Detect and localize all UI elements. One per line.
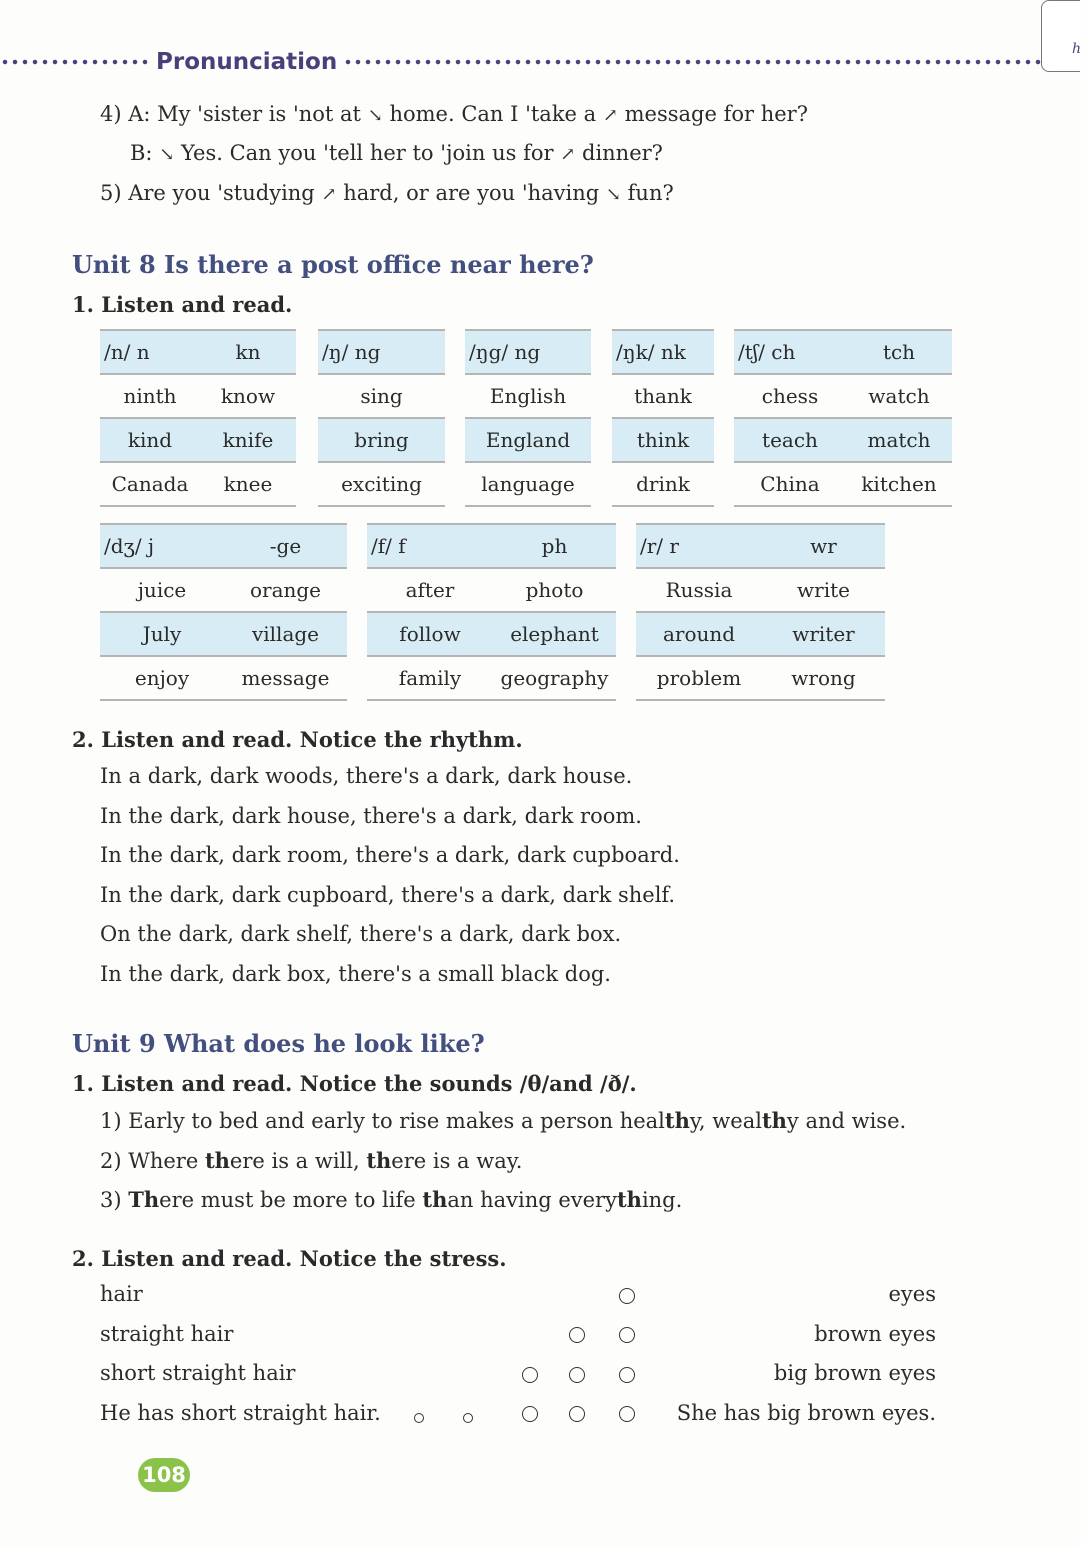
text: dinner?: [582, 141, 663, 165]
item-number: 3): [100, 1188, 122, 1212]
text: ere is a way.: [391, 1149, 523, 1173]
example-word: photo: [493, 568, 616, 612]
table-row: [636, 656, 885, 700]
stress-right: brown eyes: [814, 1322, 936, 1346]
example-word: wrong: [762, 656, 885, 700]
table-row: [367, 612, 616, 656]
stress-mark-weak: [414, 1413, 424, 1423]
example-word: language: [465, 462, 591, 506]
example-word: know: [200, 374, 296, 418]
text: Where: [128, 1149, 205, 1173]
example-word: exciting: [318, 462, 445, 506]
sound-header: /ŋg/ ng: [465, 330, 591, 374]
text: home. Can I 'take a: [389, 102, 597, 126]
highlighted-sound: th: [664, 1108, 690, 1133]
example-word: write: [762, 568, 885, 612]
example-word: follow: [367, 612, 493, 656]
table-header-row: [367, 524, 616, 568]
phonics-block: [367, 523, 616, 701]
table-row: [636, 612, 885, 656]
sound-header: /tʃ/ ch: [734, 330, 846, 374]
stress-right: eyes: [888, 1282, 936, 1306]
phonics-block: [612, 329, 714, 507]
table-row: [367, 568, 616, 612]
stress-mark-strong: [619, 1367, 635, 1383]
stress-mark-weak: [463, 1413, 473, 1423]
example-word: China: [734, 462, 846, 506]
highlighted-sound: th: [366, 1148, 392, 1173]
rising-tone-arrow: ↗: [321, 184, 337, 205]
table-row: [318, 418, 445, 462]
stress-mark-strong: [569, 1406, 585, 1422]
sentence-3: [100, 1189, 682, 1211]
dotted-rule: [343, 59, 1060, 65]
example-word: juice: [100, 568, 224, 612]
sound-header: -ge: [224, 524, 347, 568]
sound-header: /dʒ/ j: [100, 524, 224, 568]
stress-mark-strong: [619, 1288, 635, 1304]
stress-mark-strong: [569, 1367, 585, 1383]
stress-mark-strong: [619, 1327, 635, 1343]
table-row: [465, 462, 591, 506]
example-word: think: [612, 418, 714, 462]
example-word: family: [367, 656, 493, 700]
table-row: [734, 374, 952, 418]
example-word: English: [465, 374, 591, 418]
example-word: elephant: [493, 612, 616, 656]
falling-tone-arrow: ↘: [367, 105, 383, 126]
stress-right: big brown eyes: [773, 1361, 936, 1385]
phonics-block: [734, 329, 952, 507]
example-word: knife: [200, 418, 296, 462]
section-header: [0, 44, 1060, 80]
text: B:: [130, 141, 153, 165]
highlighted-sound: th: [761, 1108, 787, 1133]
text: an having every: [447, 1188, 617, 1212]
rising-tone-arrow: ↗: [602, 105, 618, 126]
table-row: [612, 418, 714, 462]
example-word: thank: [612, 374, 714, 418]
example-word: chess: [734, 374, 846, 418]
sound-header: wr: [762, 524, 885, 568]
unit-9-title: Unit 9 What does he look like?: [72, 1029, 485, 1058]
table-row: [100, 612, 347, 656]
stress-mark-strong: [569, 1327, 585, 1343]
example-word: after: [367, 568, 493, 612]
example-word: sing: [318, 374, 445, 418]
stress-left: He has short straight hair.: [100, 1401, 381, 1425]
stress-left: hair: [100, 1282, 143, 1306]
example-word: match: [846, 418, 952, 462]
example-word: kitchen: [846, 462, 952, 506]
example-word: writer: [762, 612, 885, 656]
text: 4) A: My 'sister is 'not at: [100, 102, 361, 126]
sound-header: /f/ f: [367, 524, 493, 568]
table-row: [465, 418, 591, 462]
table-header-row: [734, 330, 952, 374]
highlighted-sound: th: [422, 1187, 448, 1212]
stress-mark-strong: [619, 1406, 635, 1422]
unit-8-title: Unit 8 Is there a post office near here?: [72, 250, 594, 279]
example-word: drink: [612, 462, 714, 506]
dotted-rule: [0, 59, 150, 65]
rhythm-line: On the dark, dark shelf, there's a dark, dark box.: [100, 922, 622, 946]
example-word: bring: [318, 418, 445, 462]
stress-left: short straight hair: [100, 1361, 296, 1385]
text: ing.: [641, 1188, 683, 1212]
example-word: July: [100, 612, 224, 656]
phonics-block: [318, 329, 445, 507]
sound-header: /n/ n: [100, 330, 200, 374]
example-word: geography: [493, 656, 616, 700]
sound-header: /ŋ/ ng: [318, 330, 445, 374]
text: message for her?: [624, 102, 808, 126]
sound-header: tch: [846, 330, 952, 374]
example-word: orange: [224, 568, 347, 612]
sentence-1: [100, 1110, 906, 1132]
exercise-title: 1. Listen and read. Notice the sounds /θ/and /ð/.: [72, 1071, 637, 1096]
stress-mark-strong: [522, 1367, 538, 1383]
rhythm-line: In the dark, dark box, there's a small black dog.: [100, 962, 611, 986]
table-row: [636, 568, 885, 612]
dialogue-line: [100, 183, 674, 204]
sound-header: kn: [200, 330, 296, 374]
table-row: [612, 462, 714, 506]
rhythm-line: In the dark, dark cupboard, there's a dark, dark shelf.: [100, 883, 676, 907]
table-row: [100, 462, 296, 506]
table-row: [100, 656, 347, 700]
example-word: Russia: [636, 568, 762, 612]
stress-mark-strong: [522, 1406, 538, 1422]
example-word: teach: [734, 418, 846, 462]
highlighted-sound: Th: [128, 1187, 160, 1212]
sound-header: /ŋk/ nk: [612, 330, 714, 374]
example-word: message: [224, 656, 347, 700]
rhythm-line: In the dark, dark room, there's a dark, dark cupboard.: [100, 843, 680, 867]
example-word: knee: [200, 462, 296, 506]
rhythm-line: In a dark, dark woods, there's a dark, dark house.: [100, 764, 633, 788]
table-header-row: [465, 330, 591, 374]
stress-right: She has big brown eyes.: [676, 1401, 936, 1425]
rising-tone-arrow: ↗: [560, 144, 576, 165]
falling-tone-arrow: ↘: [159, 144, 175, 165]
text: fun?: [627, 181, 674, 205]
highlighted-sound: th: [616, 1187, 642, 1212]
highlighted-sound: th: [204, 1148, 230, 1173]
item-number: 1): [100, 1109, 122, 1133]
table-header-row: [636, 524, 885, 568]
text: Yes. Can you 'tell her to 'join us for: [180, 141, 554, 165]
text: ere is a will,: [229, 1149, 367, 1173]
text: hard, or are you 'having: [343, 181, 600, 205]
falling-tone-arrow: ↘: [605, 184, 621, 205]
section-title: Pronunciation: [156, 49, 338, 75]
phonics-block: [636, 523, 885, 701]
table-row: [734, 462, 952, 506]
table-header-row: [100, 330, 296, 374]
example-word: enjoy: [100, 656, 224, 700]
example-word: problem: [636, 656, 762, 700]
table-row: [367, 656, 616, 700]
text: y and wise.: [786, 1109, 907, 1133]
text: ere must be more to life: [159, 1188, 423, 1212]
table-row: [318, 374, 445, 418]
exercise-title: 2. Listen and read. Notice the rhythm.: [72, 727, 523, 752]
example-word: ninth: [100, 374, 200, 418]
table-row: [734, 418, 952, 462]
page-tab: [1041, 0, 1080, 72]
sound-header: ph: [493, 524, 616, 568]
table-header-row: [100, 524, 347, 568]
table-row: [100, 568, 347, 612]
example-word: around: [636, 612, 762, 656]
example-word: kind: [100, 418, 200, 462]
exercise-title: 2. Listen and read. Notice the stress.: [72, 1246, 507, 1271]
example-word: village: [224, 612, 347, 656]
example-word: Canada: [100, 462, 200, 506]
dialogue-line: [100, 104, 808, 125]
phonics-block: [100, 523, 347, 701]
text: 5) Are you 'studying: [100, 181, 315, 205]
stress-left: straight hair: [100, 1322, 234, 1346]
sound-header: /r/ r: [636, 524, 762, 568]
table-row: [465, 374, 591, 418]
table-header-row: [612, 330, 714, 374]
page-number: 108: [138, 1458, 190, 1492]
table-row: [100, 418, 296, 462]
dialogue-line: [130, 143, 663, 164]
table-header-row: [318, 330, 445, 374]
rhythm-line: In the dark, dark house, there's a dark, dark room.: [100, 804, 642, 828]
example-word: watch: [846, 374, 952, 418]
sentence-2: [100, 1150, 522, 1172]
item-number: 2): [100, 1149, 122, 1173]
exercise-title: 1. Listen and read.: [72, 292, 293, 317]
example-word: England: [465, 418, 591, 462]
tab-letter: h: [1072, 41, 1081, 57]
phonics-block: [465, 329, 591, 507]
table-row: [100, 374, 296, 418]
table-row: [612, 374, 714, 418]
text: Early to bed and early to rise makes a person heal: [128, 1109, 665, 1133]
text: y, weal: [689, 1109, 762, 1133]
table-row: [318, 462, 445, 506]
phonics-block: [100, 329, 296, 507]
